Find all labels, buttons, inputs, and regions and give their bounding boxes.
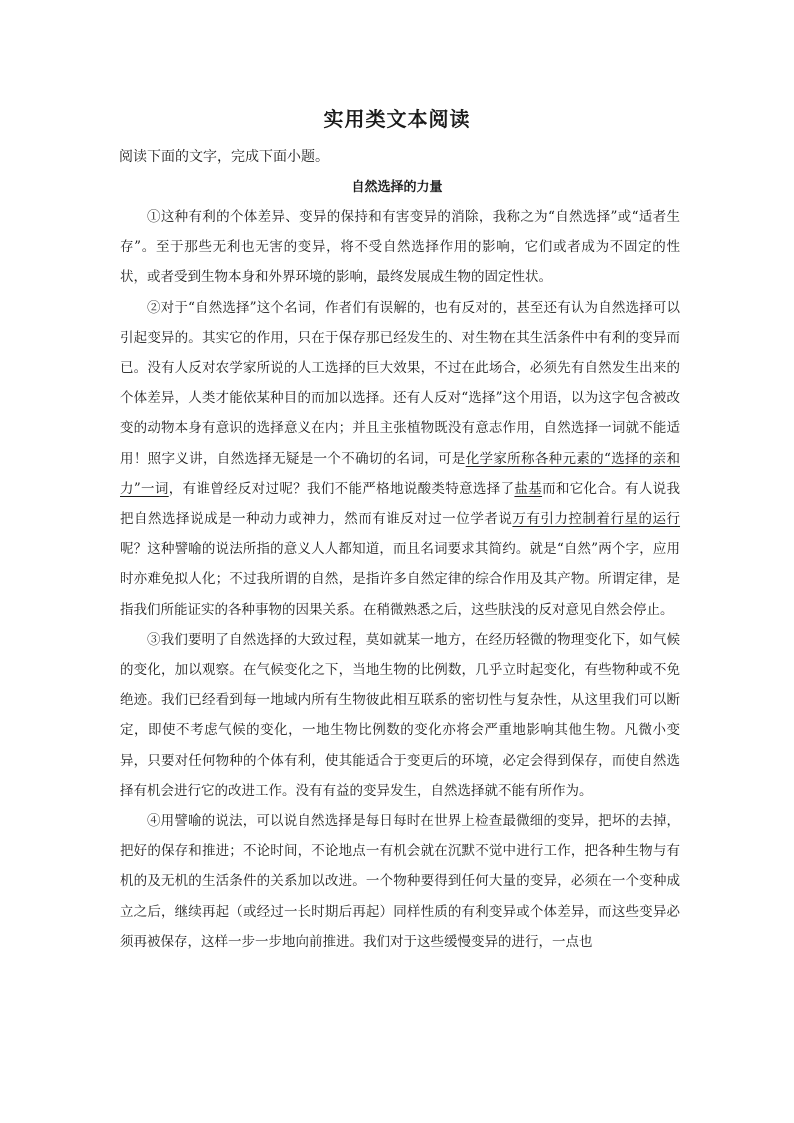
paragraph-text: ，有谁曾经反对过呢？我们不能严格地说酸类特意选择了 [168, 480, 515, 497]
paragraph-1 [120, 202, 680, 293]
reading-instruction: 阅读下面的文字，完成下面小题。 [119, 149, 329, 165]
paragraph-4 [120, 806, 680, 957]
article-body [120, 202, 680, 957]
paragraph-3 [120, 625, 680, 806]
underlined-phrase: 万有引力控制着行星的运行 [512, 511, 681, 528]
paragraph-text: 而和它化合。有人说我把自然选择说成是一种动力或神力，然而有谁反对过一位学者说 [120, 480, 681, 528]
paragraph-2 [120, 293, 680, 625]
paragraph-text: ②对于“自然选择”这个名词，作者们有误解的，也有反对的，甚至还有认为自然选择可以引起变异的。其实它的作用，只在于保存那已经发生的、对生物在其生活条件中有利的变异而已。没有人反对农学家所说的人工选择的巨大效果，不过在此场合，必须先有自然发生出来的个体差异，人类才能依某种目的而加以选择。还有人反对“选择”这个用语，以为这字包含被改变的动物本身有意识的选择意义在内；并且主张植物既没有意志作用，自然选择一词就不能适用！照字义讲，自然选择无疑是一个不确切的名词，可是 [120, 299, 680, 467]
underlined-phrase: 盐基 [514, 480, 543, 497]
underlined-phrase: 化学家所称各种元素的“选择的亲和力”一词 [120, 450, 680, 497]
page-title: 实用类文本阅读 [323, 107, 471, 131]
paragraph-text: ③我们要明了自然选择的大致过程，莫如就某一地方，在经历轻微的物理变化下，如气候的变化，加以观察。在气候变化之下，当地生物的比例数，几乎立时起变化，有些物种或不免绝迹。我们已经看到每一地域内所有生物彼此相互联系的密切性与复杂性，从这里我们可以断定，即使不考虑气候的变化，一地生物比例数的变化亦将会严重地影响其他生物。凡微小变异，只要对任何物种的个体有利，使其能适合于变更后的环境，必定会得到保存，而使自然选择有机会进行它的改进工作。没有有益的变异发生，自然选择就不能有所作为。 [120, 631, 680, 799]
paragraph-text: ①这种有利的个体差异、变异的保持和有害变异的消除，我称之为“自然选择”或“适者生存”。至于那些无利也无害的变异，将不受自然选择作用的影响，它们或者成为不固定的性状，或者受到生物本身和外界环境的影响，最终发展成生物的固定性状。 [120, 209, 680, 286]
paragraph-text: 呢？这种譬喻的说法所指的意义人人都知道，而且名词要求其简约。就是“自然”两个字，应用时亦难免拟人化；不过我所谓的自然，是指许多自然定律的综合作用及其产物。所谓定律，是指我们所能证实的各种事物的因果关系。在稍微熟悉之后，这些肤浅的反对意见自然会停止。 [120, 541, 680, 618]
paragraph-text: ④用譬喻的说法，可以说自然选择是每日每时在世界上检查最微细的变异，把坏的去掉，把好的保存和推进；不论时间，不论地点一有机会就在沉默不觉中进行工作，把各种生物与有机的及无机的生活条件的关系加以改进。一个物种要得到任何大量的变异，必须在一个变种成立之后，继续再起（或经过一长时期后再起）同样性质的有利变异或个体差异，而这些变异必须再被保存，这样一步一步地向前推进。我们对于这些缓慢变异的进行，一点也 [120, 813, 680, 950]
article-title: 自然选择的力量 [351, 180, 443, 195]
